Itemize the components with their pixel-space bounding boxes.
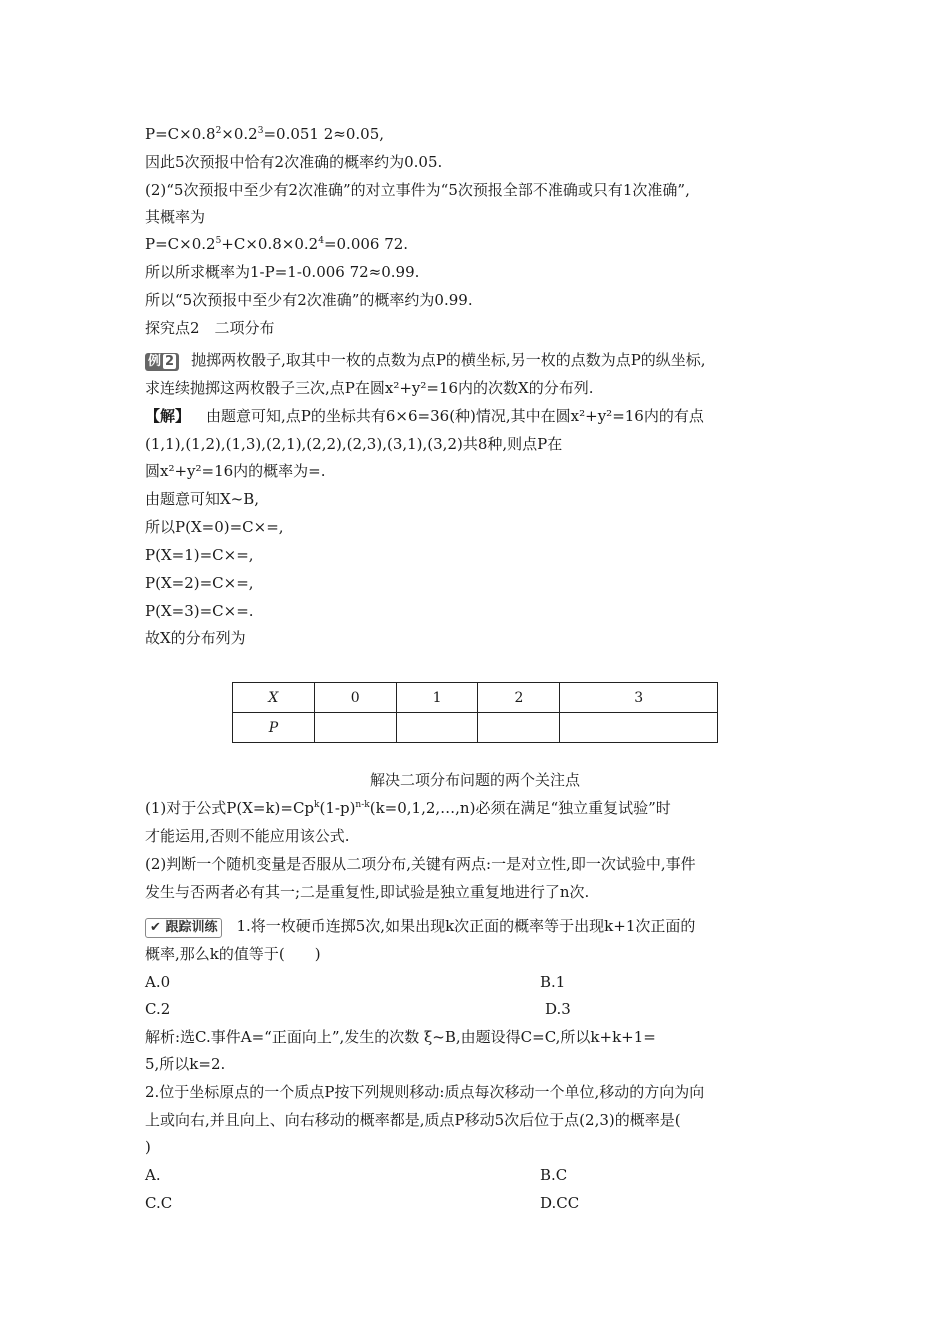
q2-option-a: A.: [145, 1166, 161, 1184]
distribution-table: [232, 682, 718, 743]
solution-line-5: $P=C\times 0.2^5+C\times 0.8\times 0.2^4=0.006$ 72.: [145, 235, 409, 253]
solution-line-6: 所以所求概率为1-P=1-0.006 72≈0.99.: [145, 263, 420, 281]
example-line-1: 例 2 抛掷两枚骰子,取其中一枚的点数为点P的横坐标,另一枚的点数为点P的纵坐标,: [145, 350, 706, 371]
table-cell: X: [233, 683, 315, 713]
answer-line-6: P(X=1)=C×=,: [145, 546, 254, 564]
solution-line-2: 因此5次预报中恰有2次准确的概率约为0.05.: [145, 153, 443, 171]
answer-line-1: 【解】 由题意可知,点P的坐标共有6×6=36(种)情况,其中在圆x²+y²=16内的有点: [145, 407, 704, 425]
q1-option-a: A.0: [145, 973, 171, 991]
q2-option-c: C.C: [145, 1194, 173, 1212]
answer-label: 【解】: [145, 407, 191, 425]
section-heading: 探究点2 二项分布: [145, 319, 275, 337]
solution-line-7: 所以“5次预报中至少有2次准确”的概率约为0.99.: [145, 291, 473, 309]
table-cell: [478, 713, 560, 743]
answer-line-5: 所以P(X=0)=C×=,: [145, 518, 284, 536]
table-cell: [314, 713, 396, 743]
solution-line-4: 其概率为: [145, 208, 206, 226]
practice-q1-line-2: 概率,那么k的值等于( ): [145, 945, 321, 963]
table-cell: 2: [478, 683, 560, 713]
summary-line-4: 发生与否两者必有其一;二是重复性,即试验是独立重复地进行了n次.: [145, 883, 590, 901]
table-cell: [560, 713, 718, 743]
summary-title: 解决二项分布问题的两个关注点: [369, 771, 580, 789]
practice-tag: ✔ 跟踪训练: [145, 918, 222, 938]
practice-q2-line-3: ): [145, 1138, 151, 1156]
answer-line-7: P(X=2)=C×=,: [145, 574, 254, 592]
table-row: [233, 713, 718, 743]
example-tag: 例 2: [145, 353, 179, 371]
q1-option-c: C.2: [145, 1000, 171, 1018]
q1-option-d: D.3: [545, 1000, 571, 1018]
table-cell: P: [233, 713, 315, 743]
practice-q2-line-1: 2.位于坐标原点的一个质点P按下列规则移动:质点每次移动一个单位,移动的方向为向: [145, 1083, 705, 1101]
table-header-row: [233, 683, 718, 713]
q1-option-b: B.1: [540, 973, 566, 991]
practice-a1-line-1: 解析:选C.事件A=“正面向上”,发生的次数 ξ~B,由题设得C=C,所以k+k+1=: [145, 1028, 656, 1046]
solution-line-3: (2)“5次预报中至少有2次准确”的对立事件为“5次预报全部不准确或只有1次准确”,: [145, 181, 690, 199]
practice-a1-line-2: 5,所以k=2.: [145, 1055, 226, 1073]
solution-line-1: $P=C\times 0.8^2\times 0.2^3=0.051$ 2≈0.05,: [145, 125, 385, 143]
practice-q1-line-1: ✔ 跟踪训练 1.将一枚硬币连掷5次,如果出现k次正面的概率等于出现k+1次正面的: [145, 916, 695, 938]
summary-line-1: (1)对于公式$P(X=k)=Cp^k(1-p)^{n-k}(k=0,1,2,\dots,n)$必须在满足“独立重复试验”时: [145, 799, 671, 817]
answer-line-8: P(X=3)=C×=.: [145, 602, 254, 620]
summary-line-2: 才能运用,否则不能应用该公式.: [145, 827, 350, 845]
answer-line-4: 由题意可知X~B,: [145, 490, 260, 508]
table-cell: 3: [560, 683, 718, 713]
check-icon: ✔: [150, 920, 161, 935]
table-cell: 1: [396, 683, 478, 713]
practice-q2-line-2: 上或向右,并且向上、向右移动的概率都是,质点P移动5次后位于点(2,3)的概率是(: [145, 1111, 681, 1129]
answer-line-2: (1,1),(1,2),(1,3),(2,1),(2,2),(2,3),(3,1),(3,2)共8种,则点P在: [145, 435, 563, 453]
q2-option-d: D.CC: [540, 1194, 580, 1212]
q2-option-b: B.C: [540, 1166, 568, 1184]
answer-line-3: 圆x²+y²=16内的概率为=.: [145, 462, 326, 480]
table-cell: 0: [314, 683, 396, 713]
table-cell: [396, 713, 478, 743]
example-line-2: 求连续抛掷这两枚骰子三次,点P在圆x²+y²=16内的次数X的分布列.: [145, 379, 594, 397]
answer-line-9: 故X的分布列为: [145, 629, 246, 647]
summary-line-3: (2)判断一个随机变量是否服从二项分布,关键有两点:一是对立性,即一次试验中,事件: [145, 855, 696, 873]
